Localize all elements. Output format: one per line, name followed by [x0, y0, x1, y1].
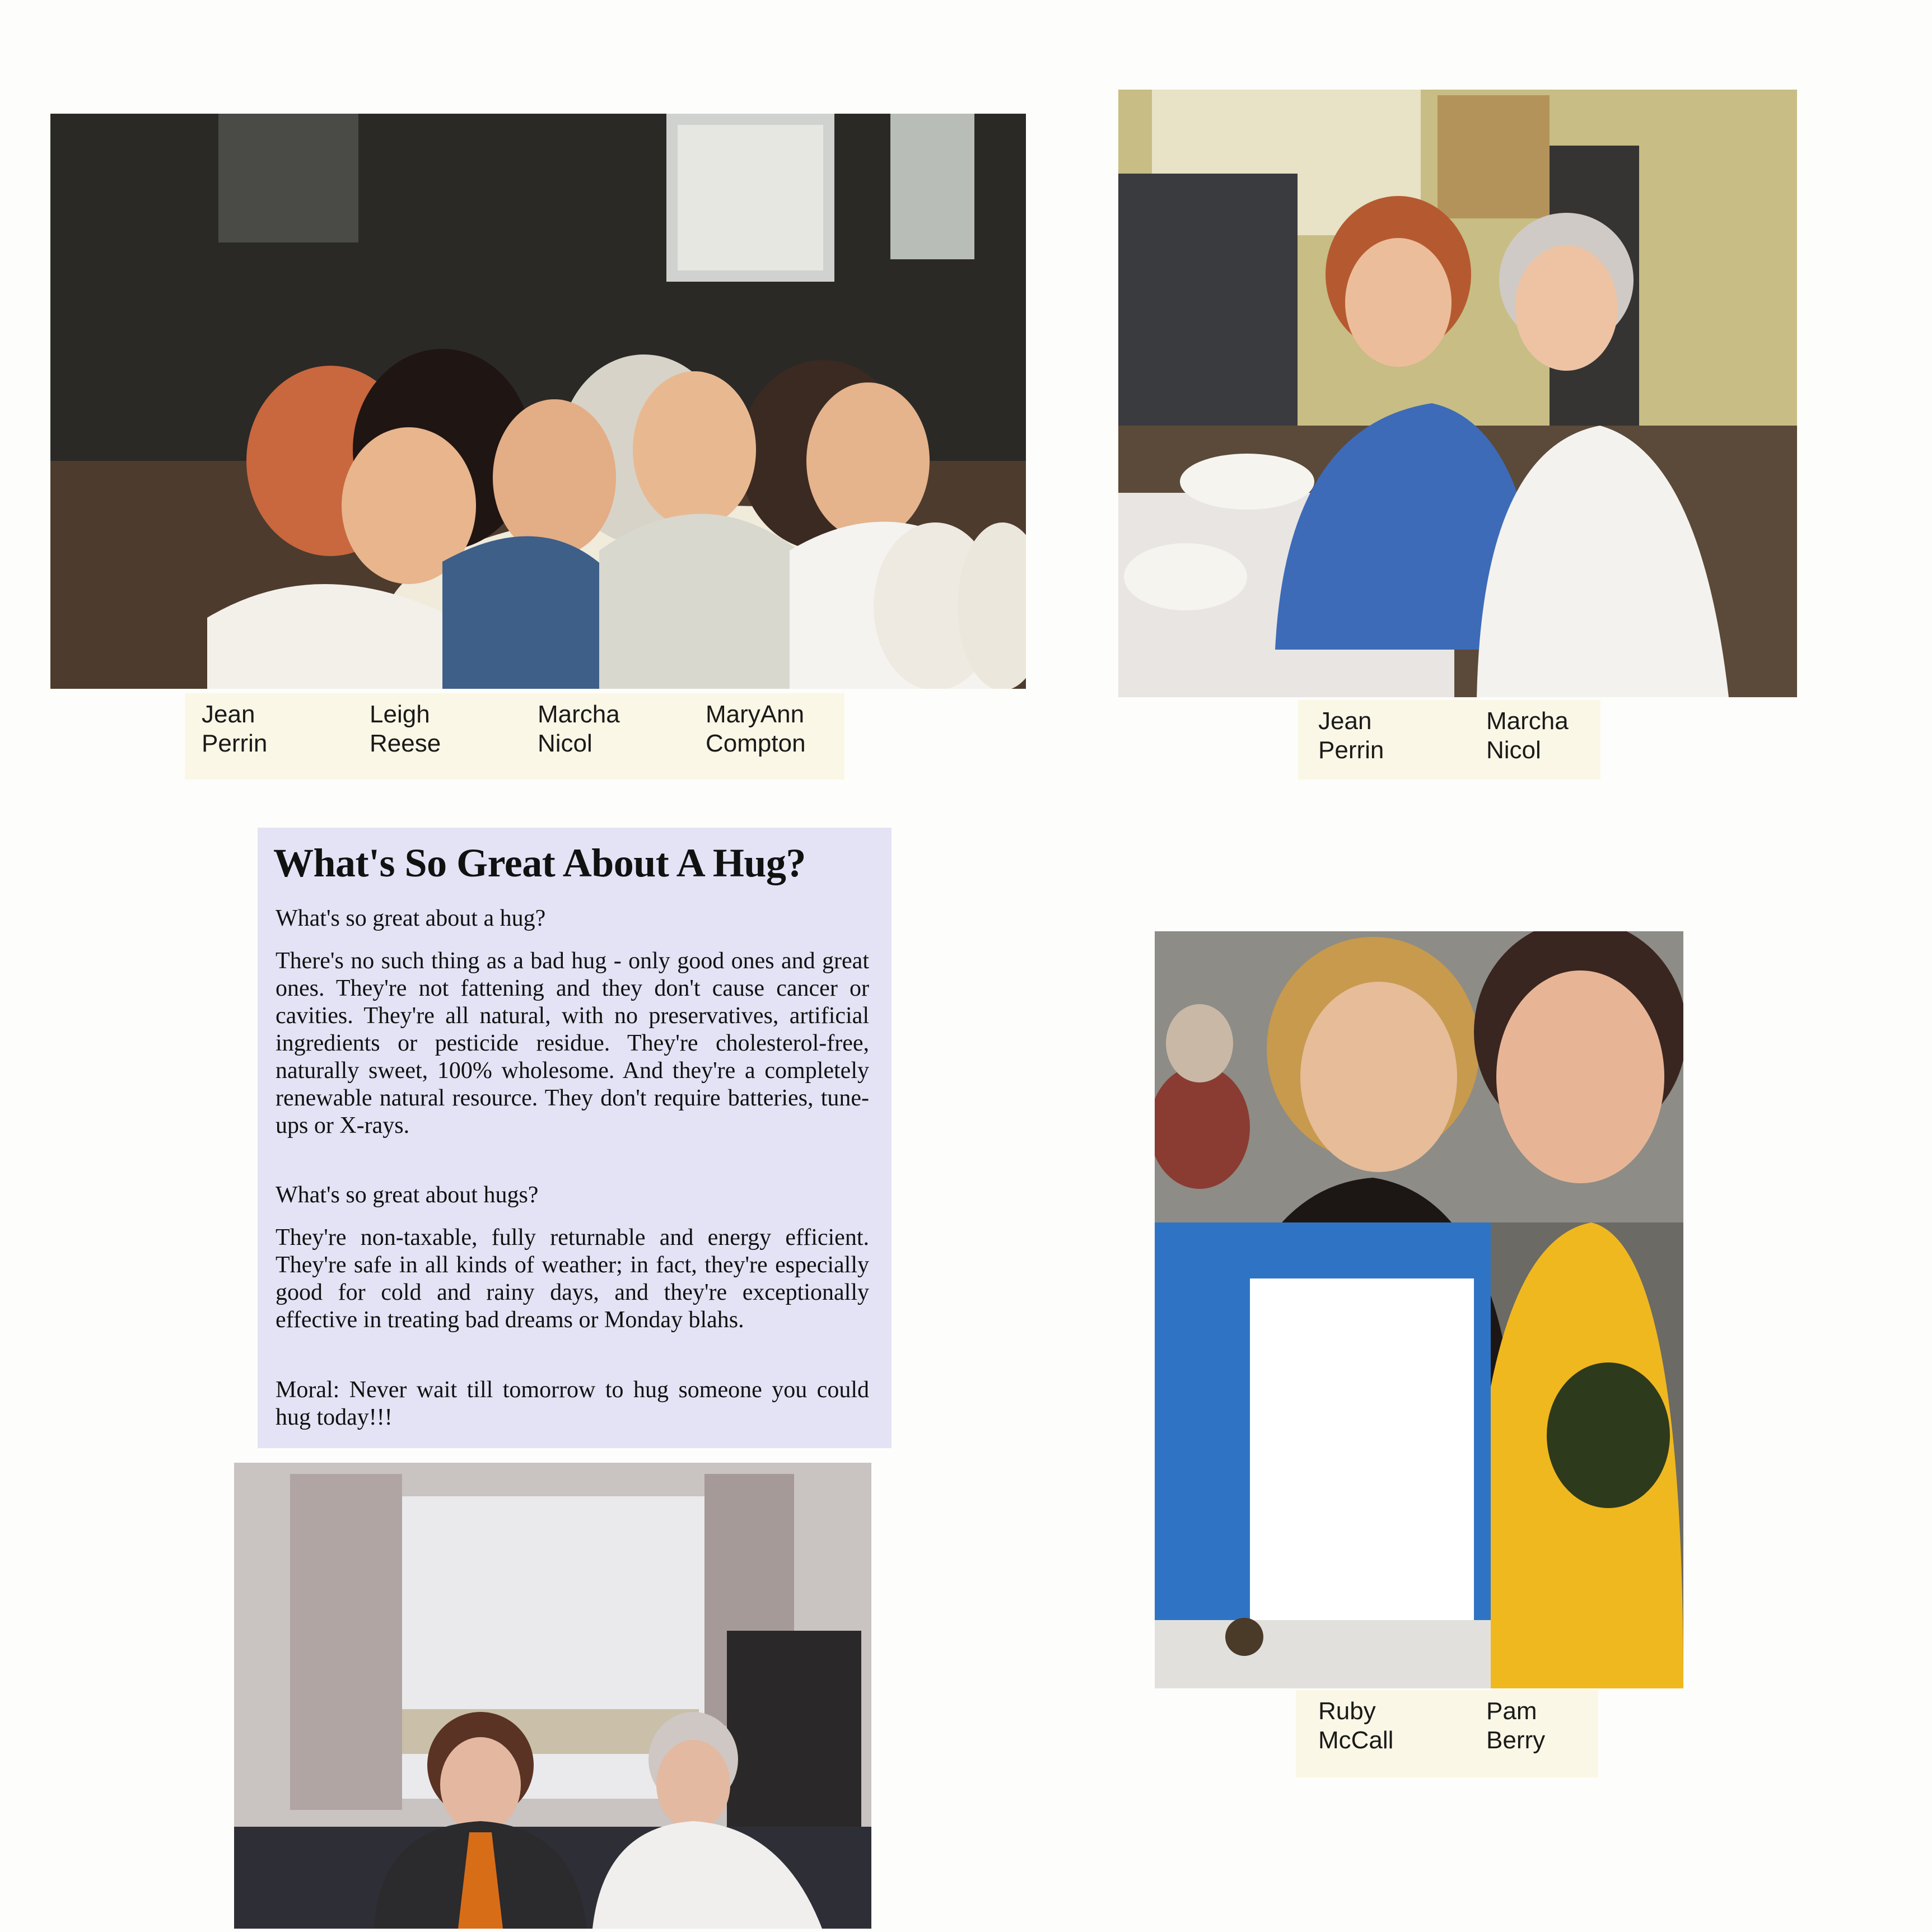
photo-window-pair-image: [234, 1463, 871, 1929]
photo-group-four-image: [50, 114, 1026, 689]
caption-name: Jean Perrin: [1318, 707, 1384, 764]
article-title: What's So Great About A Hug?: [273, 841, 806, 885]
article-paragraph-2: They're non-taxable, fully returnable and energy efficient. They're safe in all kinds of weather; in fact, they're especially good for cold and rainy days, and they're exceptionally effective in treating bad dreams or Monday blahs.: [276, 1225, 869, 1333]
photo-pair-one: [1118, 90, 1797, 697]
caption-name: Leigh Reese: [370, 701, 441, 757]
photo-pair-one-image: [1118, 90, 1797, 697]
article-question-1: What's so great about a hug?: [276, 906, 546, 931]
caption-pair-two: [1296, 1690, 1598, 1777]
caption-group-four: [185, 693, 844, 780]
hug-article: [258, 828, 892, 1448]
caption-name: Jean Perrin: [202, 701, 268, 757]
caption-pair-one: [1298, 700, 1600, 780]
photo-group-four: [50, 114, 1026, 689]
article-question-2: What's so great about hugs?: [276, 1182, 539, 1208]
caption-name: Pam Berry: [1486, 1697, 1546, 1754]
photo-pair-two-image: [1155, 931, 1683, 1688]
caption-name: MaryAnn Compton: [706, 701, 806, 757]
caption-name: Marcha Nicol: [538, 701, 620, 757]
caption-name: Ruby McCall: [1318, 1697, 1394, 1754]
photo-pair-two: [1155, 931, 1683, 1688]
photo-window-pair: [234, 1463, 871, 1929]
caption-name: Marcha Nicol: [1486, 707, 1569, 764]
article-moral: Moral: Never wait till tomorrow to hug someone you could hug today!!!: [276, 1377, 869, 1430]
article-paragraph-1: There's no such thing as a bad hug - only good ones and great ones. They're not fattening and they don't cause cancer or cavities. They're all natural, with no preservatives, artificial ingredients or pesticide residue. They're cholesterol-free, naturally sweet, 100% wholesome. And they're a completely renewable natural resource. They don't require batteries, tune-ups or X-rays.: [276, 948, 869, 1138]
